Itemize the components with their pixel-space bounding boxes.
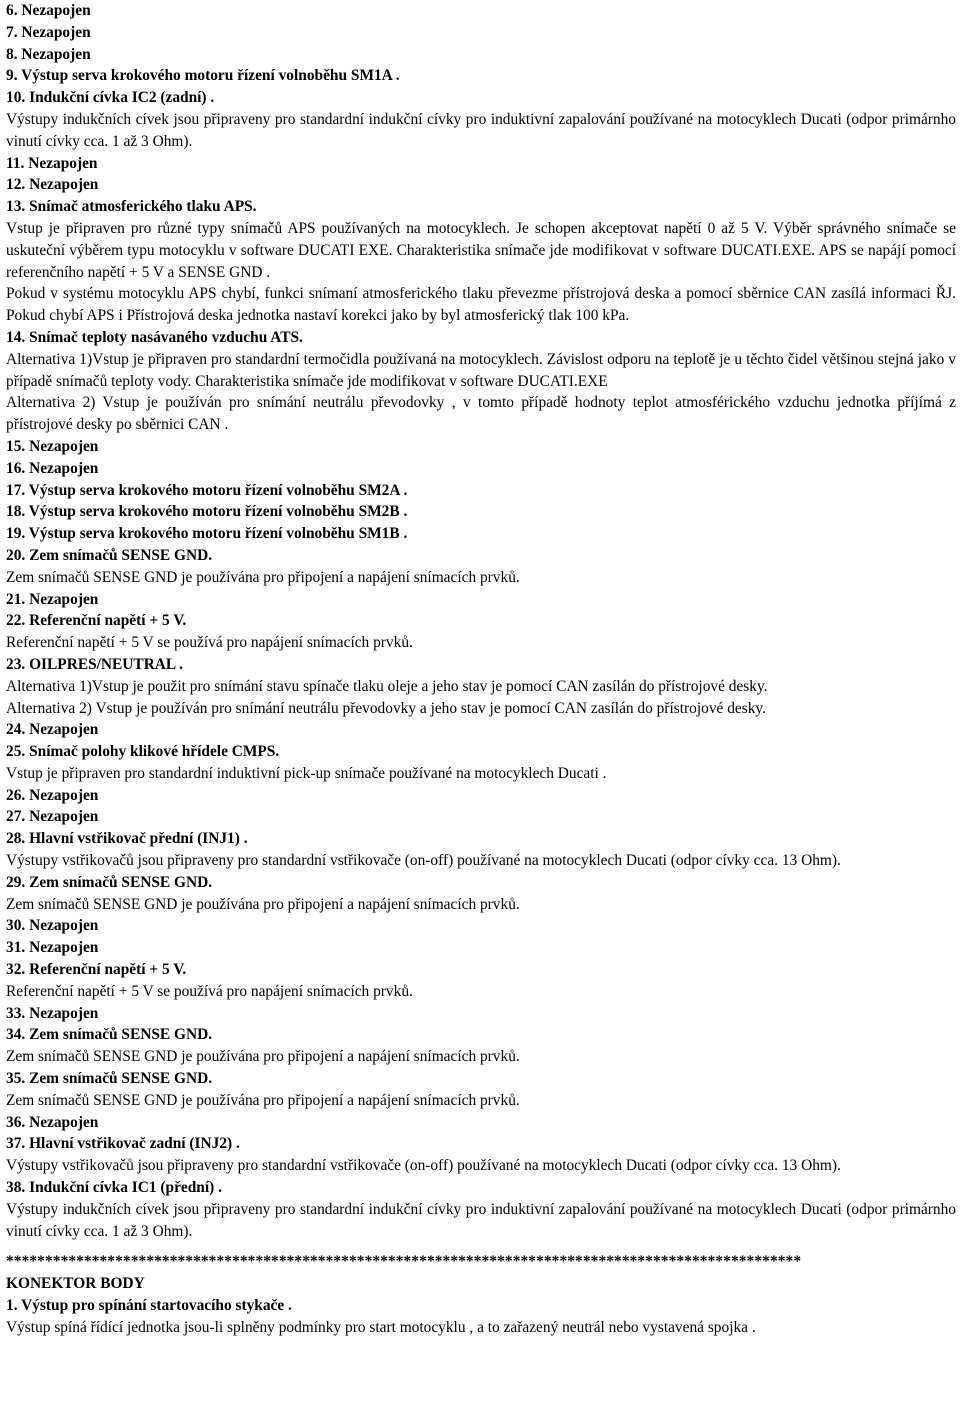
paragraph: Vstup je připraven pro různé typy snímačů APS používaných na motocyklech. Je schopen akceptovat napětí 0 až 5 V. Výběr správného snímače se uskuteční výběrem typu motocyklu v software DUCATI EXE. Charakteristika snímače jde modifikovat v software DUCATI.EXE. APS se napájí pomocí referenčního napětí + 5 V a SENSE GND .	[6, 219, 956, 281]
asterisk-separator: ******************************************************************************************************	[6, 1253, 802, 1271]
paragraph: Alternativa 2) Vstup je používán pro snímání neutrálu převodovky , v tomto případě hodnoty teplot atmosférického vzduchu jednotka příjímá z přístrojové desky po sběrnici CAN .	[6, 394, 956, 434]
paragraph: Alternativa 1)Vstup je připraven pro standardní termočidla používaná na motocyklech. Závislost odporu na teplotě je u těchto čidel většinou stejná jako v případě snímačů teploty vody. Charakteristika snímače jde modifikovat v software DUCATI.EXE	[6, 350, 956, 390]
section-heading: 32. Referenční napětí + 5 V.	[6, 961, 187, 979]
section-heading: 38. Indukční cívka IC1 (přední) .	[6, 1179, 222, 1197]
section-heading: 23. OILPRES/NEUTRAL .	[6, 655, 184, 673]
section-heading: 1. Výstup pro spínání startovacího stykače .	[6, 1297, 292, 1315]
section-heading: 7. Nezapojen	[6, 23, 91, 41]
section-heading: 36. Nezapojen	[6, 1113, 99, 1131]
section-heading: 27. Nezapojen	[6, 808, 99, 826]
paragraph: Zem snímačů SENSE GND je používána pro připojení a napájení snímacích prvků.	[6, 568, 520, 586]
section-heading: 30. Nezapojen	[6, 917, 99, 935]
paragraph: Výstup spíná řídící jednotka jsou-li splněny podmínky pro start motocyklu , a to zařazený neutrál nebo vystavená spojka .	[6, 1318, 756, 1336]
section-heading: 15. Nezapojen	[6, 437, 99, 455]
section-heading: 20. Zem snímačů SENSE GND.	[6, 546, 213, 564]
section-heading: 33. Nezapojen	[6, 1004, 99, 1022]
section-heading: 16. Nezapojen	[6, 459, 99, 477]
paragraph: Alternativa 1)Vstup je použit pro snímání stavu spínače tlaku oleje a jeho stav je pomocí CAN zasílán do přístrojové desky.	[6, 677, 768, 695]
section-heading: 6. Nezapojen	[6, 2, 91, 19]
section-heading: 10. Indukční cívka IC2 (zadní) .	[6, 89, 215, 107]
section-heading: 19. Výstup serva krokového motoru řízení volnoběhu SM1B .	[6, 525, 408, 543]
section-heading: 22. Referenční napětí + 5 V.	[6, 612, 187, 630]
paragraph: Alternativa 2) Vstup je používán pro snímání neutrálu převodovky a jeho stav je pomocí CAN zasílán do přístrojové desky.	[6, 699, 766, 717]
section-heading: 37. Hlavní vstřikovač zadní (INJ2) .	[6, 1135, 240, 1153]
section-heading: 21. Nezapojen	[6, 590, 99, 608]
section-heading: 12. Nezapojen	[6, 176, 99, 194]
section-heading: 17. Výstup serva krokového motoru řízení volnoběhu SM2A .	[6, 481, 408, 499]
paragraph: Zem snímačů SENSE GND je používána pro připojení a napájení snímacích prvků.	[6, 1048, 520, 1066]
section-heading: 35. Zem snímačů SENSE GND.	[6, 1070, 213, 1088]
section-heading: KONEKTOR BODY	[6, 1275, 145, 1293]
section-heading: 31. Nezapojen	[6, 939, 99, 957]
section-heading: 14. Snímač teploty nasávaného vzduchu ATS.	[6, 328, 303, 346]
paragraph: Pokud v systému motocyklu APS chybí, funkci snímaní atmosferického tlaku převezme přístrojová deska a pomocí sběrnice CAN zasílá informaci ŘJ. Pokud chybí APS i Přístrojová deska jednotka nastaví korekci jako by byl atmosferický tlak 100 kPa.	[6, 285, 956, 325]
section-heading: 34. Zem snímačů SENSE GND.	[6, 1026, 213, 1044]
section-heading: 11. Nezapojen	[6, 154, 98, 172]
section-heading: 18. Výstup serva krokového motoru řízení volnoběhu SM2B .	[6, 503, 408, 521]
paragraph: Referenční napětí + 5 V se používá pro napájení snímacích prvků.	[6, 982, 413, 1000]
section-heading: 28. Hlavní vstřikovač přední (INJ1) .	[6, 830, 248, 848]
section-heading: 8. Nezapojen	[6, 45, 91, 63]
section-heading: 26. Nezapojen	[6, 786, 99, 804]
paragraph: Zem snímačů SENSE GND je používána pro připojení a napájení snímacích prvků.	[6, 895, 520, 913]
paragraph: Výstupy vstřikovačů jsou připraveny pro standardní vstřikovače (on-off) používané na motocyklech Ducati (odpor cívky cca. 13 Ohm).	[6, 1157, 841, 1175]
paragraph: Výstupy indukčních cívek jsou připraveny pro standardní indukční cívky pro induktivní zapalování používané na motocyklech Ducati (odpor primárnho vinutí cívky cca. 1 až 3 Ohm).	[6, 1200, 956, 1240]
section-heading: 13. Snímač atmosferického tlaku APS.	[6, 198, 257, 216]
paragraph: Vstup je připraven pro standardní induktivní pick-up snímače používané na motocyklech Ducati .	[6, 764, 607, 782]
paragraph: Zem snímačů SENSE GND je používána pro připojení a napájení snímacích prvků.	[6, 1091, 520, 1109]
section-heading: 25. Snímač polohy klikové hřídele CMPS.	[6, 743, 280, 761]
section-heading: 9. Výstup serva krokového motoru řízení volnoběhu SM1A .	[6, 67, 400, 85]
paragraph: Výstupy indukčních cívek jsou připraveny pro standardní indukční cívky pro induktivní zapalování používané na motocyklech Ducati (odpor primárnho vinutí cívky cca. 1 až 3 Ohm).	[6, 110, 956, 150]
paragraph: Výstupy vstřikovačů jsou připraveny pro standardní vstřikovače (on-off) používané na motocyklech Ducati (odpor cívky cca. 13 Ohm).	[6, 852, 841, 870]
paragraph: Referenční napětí + 5 V se používá pro napájení snímacích prvků.	[6, 634, 413, 652]
section-heading: 24. Nezapojen	[6, 721, 99, 739]
section-heading: 29. Zem snímačů SENSE GND.	[6, 873, 213, 891]
